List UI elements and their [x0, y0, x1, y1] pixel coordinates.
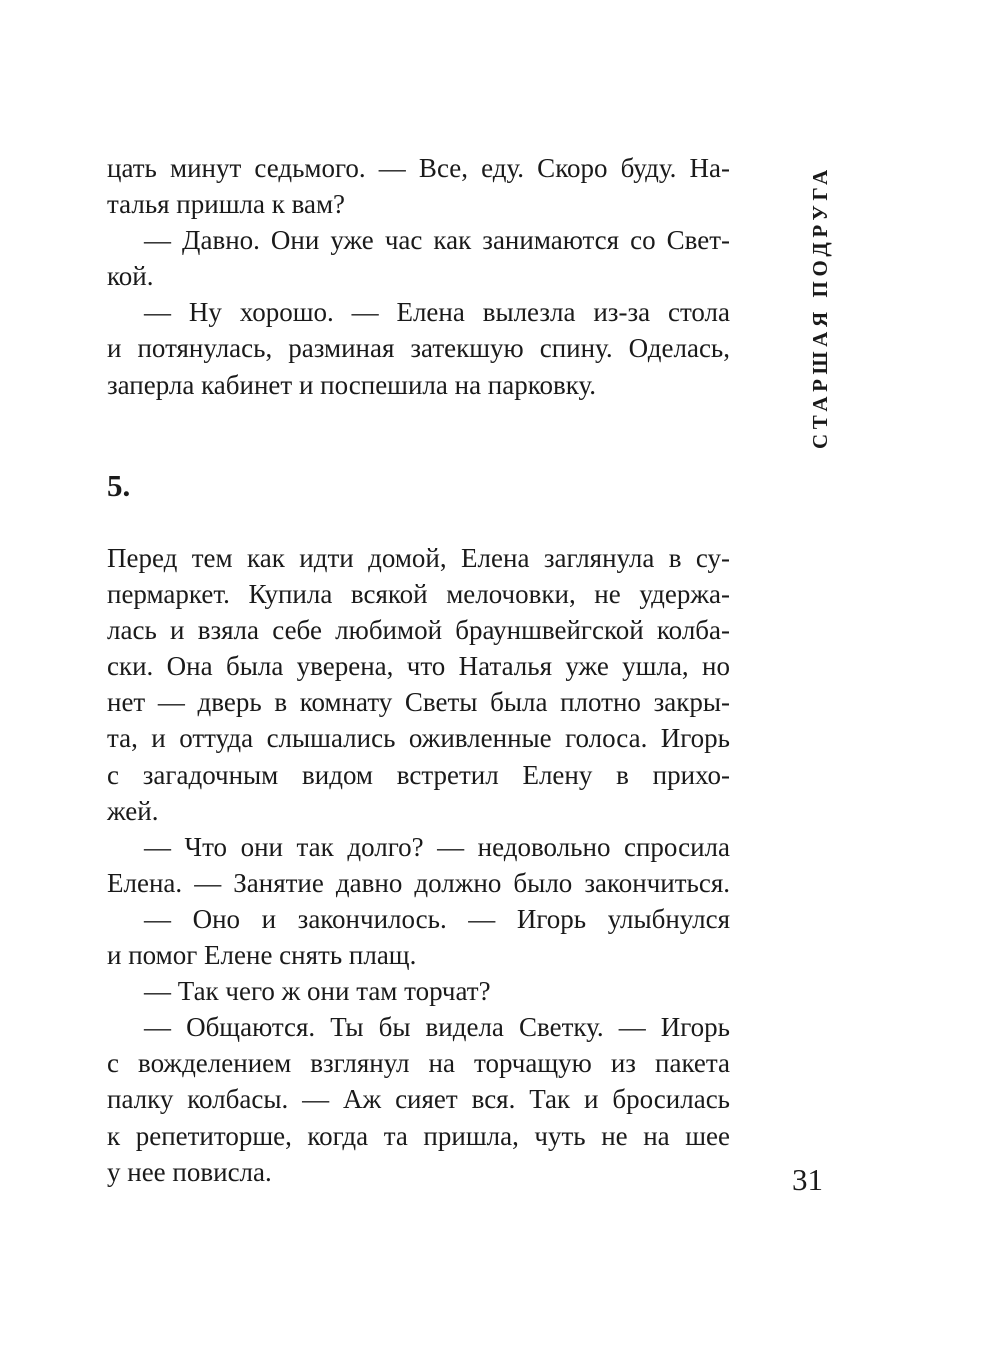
- text-line: — Общаются. Ты бы видела Светку. — Игорь: [144, 1012, 730, 1043]
- text-line: и потянулась, разминая затекшую спину. Оделась,: [107, 333, 730, 364]
- text-line: Перед тем как идти домой, Елена заглянула в су-: [107, 543, 730, 573]
- text-line: — Так чего ж они там торчат?: [144, 976, 491, 1007]
- text-line: — Оно и закончилось. — Игорь улыбнулся: [144, 903, 730, 934]
- text-line: та, и оттуда слышались оживленные голоса. Игорь: [107, 723, 730, 754]
- text-line: жей.: [107, 795, 159, 826]
- text-line: к репетиторше, когда та пришла, чуть не на шее: [107, 1120, 730, 1151]
- page-number: 31: [792, 1162, 823, 1197]
- text-line: пермаркет. Купила всякой мелочовки, не удержа-: [107, 579, 730, 610]
- text-line: с загадочным видом встретил Елену в прихо-: [107, 759, 730, 790]
- text-line: заперла кабинет и поспешила на парковку.: [107, 369, 597, 400]
- text-line: ски. Она была уверена, что Наталья уже ушла, но: [107, 651, 730, 682]
- text-line: — Что они так долго? — недовольно спросила: [144, 831, 730, 862]
- text-line: Елена. — Занятие давно должно было закончиться.: [107, 867, 730, 898]
- chapter-number: 5.: [107, 468, 131, 503]
- paragraph-block-top: [107, 150, 730, 403]
- text-line: цать минут седьмого. — Все, еду. Скоро буду. На-: [107, 153, 730, 183]
- text-line: лась и взяла себе любимой брауншвейгской колба-: [107, 615, 730, 646]
- text-line: у нее повисла.: [107, 1156, 272, 1187]
- text-line: кой.: [107, 261, 154, 292]
- text-line: с вожделением взглянул на торчащую из пакета: [107, 1048, 730, 1079]
- paragraph-block-main: [107, 540, 730, 1190]
- text-line: — Давно. Они уже час как занимаются со Свет-: [144, 225, 730, 256]
- text-line: — Ну хорошо. — Елена вылезла из-за стола: [144, 297, 730, 328]
- running-title: СТАРШАЯ ПОДРУГА: [808, 165, 832, 449]
- text-line: палку колбасы. — Аж сияет вся. Так и бросилась: [107, 1084, 730, 1115]
- text-line: талья пришла к вам?: [107, 189, 346, 220]
- text-line: нет — дверь в комнату Светы была плотно закры-: [107, 687, 730, 718]
- text-line: и помог Елене снять плащ.: [107, 940, 417, 971]
